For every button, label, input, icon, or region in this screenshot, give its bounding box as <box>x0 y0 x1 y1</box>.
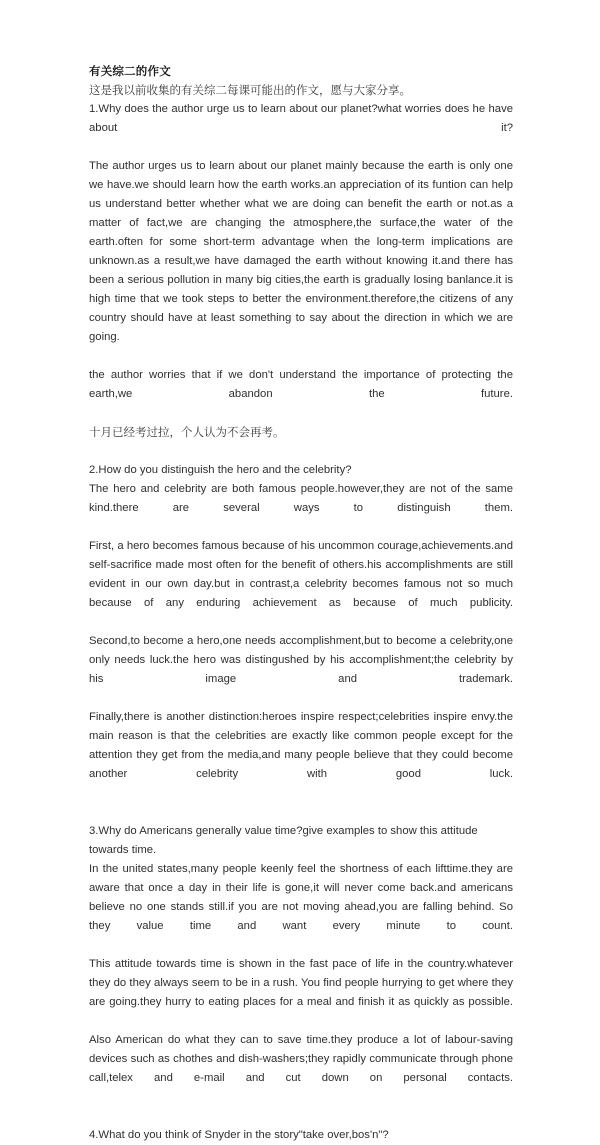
section-paragraph: In the united states,many people keenly feel the shortness of each lifttime.they are aware that once a day in their life is gone,it will never come back.and americans believe no one stands still.if you are not moving ahead,you are falling behind. So they value time and want every minute to count. <box>89 863 513 932</box>
document-subtitle: 这是我以前收集的有关综二每课可能出的作文，愿与大家分享。 <box>89 83 411 97</box>
document-body <box>89 62 513 1145</box>
section-paragraph: The hero and celebrity are both famous people.however,they are not of the same kind.there are several ways to distinguish them. <box>89 483 513 514</box>
section-paragraph: Second,to become a hero,one needs accomplishment,but to become a celebrity,one only needs luck.the hero was distingushed by his accomplishment;the celebrity by his image and trademark. <box>89 635 513 685</box>
section-paragraph: the author worries that if we don't understand the importance of protecting the earth,we abandon the future. <box>89 369 513 400</box>
section-paragraph: This attitude towards time is shown in the fast pace of life in the country.whatever they do they always seem to be in a rush. You find people hurrying to get where they are going.they hurry to eating places for a meal and finish it as quickly as possible. <box>89 958 513 1008</box>
section-paragraph: The author urges us to learn about our planet mainly because the earth is only one we have.we should learn how the earth works.an appreciation of its funtion can help us understand better whether what we are doing can benefit the earth or not.as a matter of fact,we are changing the atmosphere,the surface,the water of the earth.often for some short-term advantage when the long-term implications are unknown.as a result,we have damaged the earth without knowing it.and there has been a serious pollution in many big cities,the earth is gradually losing banlance.it is high time that we took steps to better the environment.therefore,the citizens of any country should have at least something to say about the direction in which we are going. <box>89 160 513 343</box>
section-gap <box>89 1107 513 1126</box>
section-note: 十月已经考过拉，个人认为不会再考。 <box>89 425 285 439</box>
section-heading: 3.Why do Americans generally value time?give examples to show this attitude towards time. <box>89 825 478 856</box>
document-section-3 <box>89 822 513 1107</box>
section-gap <box>89 442 513 461</box>
document-section-2 <box>89 461 513 803</box>
section-paragraph: Also American do what they can to save time.they produce a lot of labour-saving devices such as chothes and dish-washers;they rapidly communicate through phone call,telex and e-mail and cut down on personal contacts. <box>89 1034 513 1084</box>
section-heading: 2.How do you distinguish the hero and the celebrity? <box>89 464 352 476</box>
section-paragraph: Finally,there is another distinction:heroes inspire respect;celebrities inspire envy.the main reason is that the celebrities are exactly like common people except for the attention they get from the media,and many people believe that they could become another celebrity with good luck. <box>89 711 513 780</box>
document-section-1 <box>89 100 513 442</box>
section-heading: 4.What do you think of Snyder in the story"take over,bos'n"? <box>89 1129 389 1141</box>
section-gap <box>89 803 513 822</box>
document-title: 有关综二的作文 <box>89 64 171 78</box>
section-paragraph: First, a hero becomes famous because of his uncommon courage,achievements.and self-sacrifice made most often for the benefit of others.his accomplishments are still evident in our own day.but in contrast,a celebrity becomes famous not so much because of any enduring achievement as because of much publicity. <box>89 540 513 609</box>
document-section-4 <box>89 1126 513 1145</box>
section-heading: 1.Why does the author urge us to learn about our planet?what worries does he have about it? <box>89 103 513 134</box>
